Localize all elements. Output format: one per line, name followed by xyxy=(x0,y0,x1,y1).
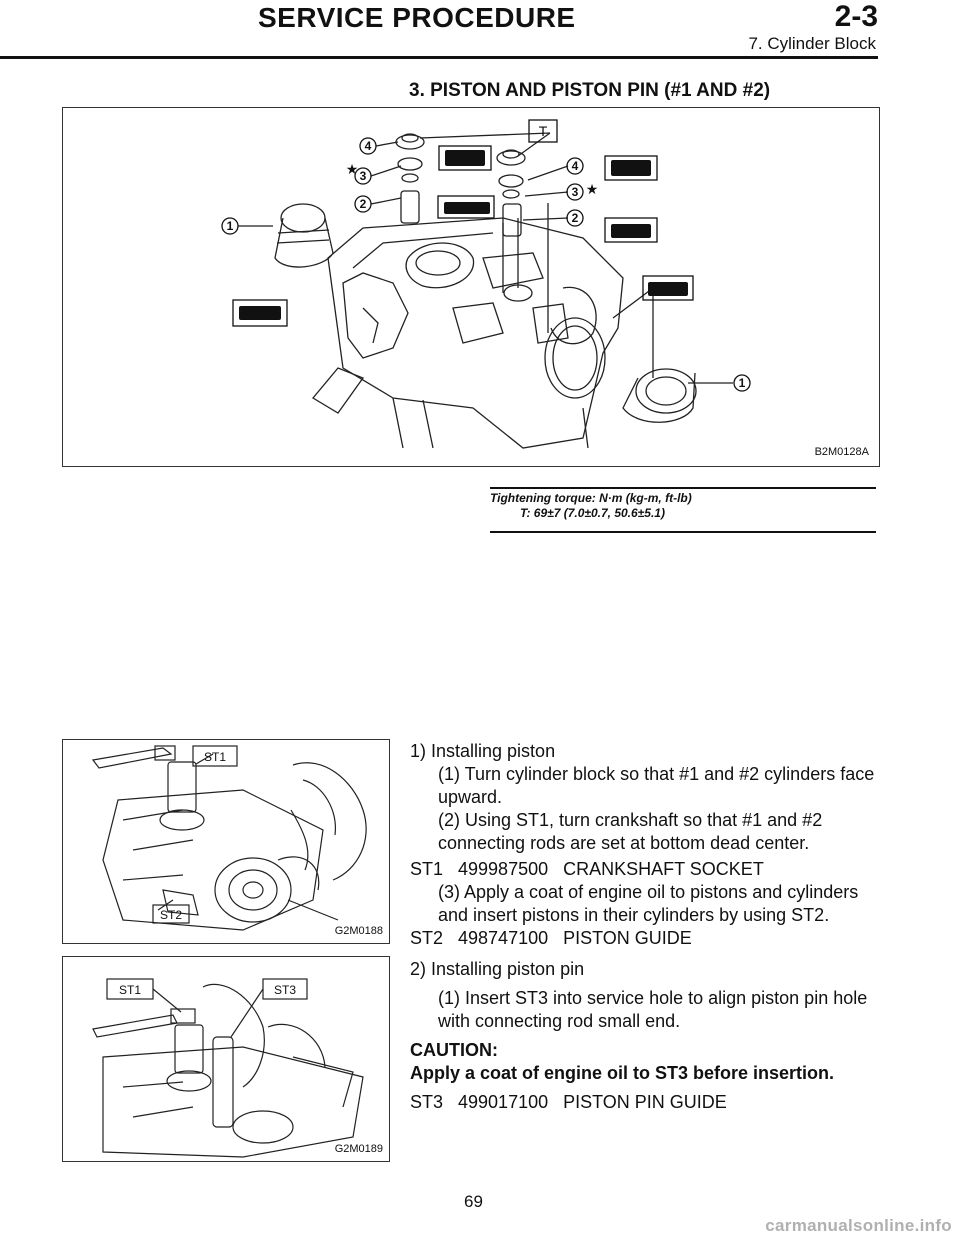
step1-heading: 1) Installing piston xyxy=(410,741,556,761)
step2-tool: ST3 499017100 PISTON PIN GUIDE xyxy=(410,1092,727,1112)
callout-t: T xyxy=(538,123,548,139)
step1-sub1: (1) Turn cylinder block so that #1 and #2 cylinders face upward. xyxy=(438,764,875,807)
callout-3-right: 3 xyxy=(571,185,579,199)
watermark: carmanualsonline.info xyxy=(765,1216,952,1235)
engine-exploded-illustration xyxy=(63,108,878,465)
step1-sub2: (2) Using ST1, turn crankshaft so that #1 and #2 connecting rods are set at bottom dead center. xyxy=(438,810,823,853)
crankshaft-socket-illustration xyxy=(63,740,388,942)
figure-crankshaft-socket xyxy=(62,739,390,944)
label-st2: ST2 xyxy=(159,908,183,922)
header-rule xyxy=(0,56,878,59)
torque-bottom-rule xyxy=(490,531,876,533)
caution-label: CAUTION: xyxy=(410,1040,498,1060)
label-st3: ST3 xyxy=(273,983,297,997)
callout-3-left: 3 xyxy=(359,169,367,183)
torque-top-rule xyxy=(490,487,876,489)
piston-pin-guide-illustration xyxy=(63,957,388,1160)
step1-sub3: (3) Apply a coat of engine oil to pistons and cylinders and insert pistons in their cylinders by using ST2. xyxy=(438,882,859,925)
header-subtitle: 7. Cylinder Block xyxy=(748,34,876,53)
section-number: 2-3 xyxy=(834,0,878,33)
star-icon: ★ xyxy=(585,181,599,197)
step1-block xyxy=(410,740,880,950)
step1-tool2: ST2 498747100 PISTON GUIDE xyxy=(410,928,692,948)
step2-block xyxy=(410,958,880,1114)
caution-text: Apply a coat of engine oil to ST3 before insertion. xyxy=(410,1063,835,1083)
callout-2-left: 2 xyxy=(359,197,367,211)
label-st1: ST1 xyxy=(203,750,227,764)
figure-main xyxy=(62,107,880,467)
step1-tool1: ST1 499987500 CRANKSHAFT SOCKET xyxy=(410,859,764,879)
label-st1: ST1 xyxy=(118,983,142,997)
callout-4-left: 4 xyxy=(364,139,372,153)
callout-1-left: 1 xyxy=(226,219,234,233)
torque-value: T: 69±7 (7.0±0.7, 50.6±5.1) xyxy=(520,506,665,520)
callout-2-right: 2 xyxy=(571,211,579,225)
torque-label: Tightening torque: N·m (kg-m, ft-lb) xyxy=(490,491,692,505)
figure-piston-pin-guide-code: G2M0189 xyxy=(334,1143,383,1155)
step2-sub1: (1) Insert ST3 into service hole to align piston pin hole with connecting rod small end. xyxy=(438,988,868,1031)
step2-heading: 2) Installing piston pin xyxy=(410,959,585,979)
figure-main-code: B2M0128A xyxy=(814,446,869,458)
callout-1-right: 1 xyxy=(738,376,746,390)
page-number: 69 xyxy=(464,1192,483,1211)
star-icon: ★ xyxy=(345,161,359,177)
callout-4-right: 4 xyxy=(571,159,579,173)
figure-piston-pin-guide xyxy=(62,956,390,1162)
figure-crankshaft-socket-code: G2M0188 xyxy=(334,925,383,937)
header-title: SERVICE PROCEDURE xyxy=(258,2,576,33)
section-title: 3. PISTON AND PISTON PIN (#1 AND #2) xyxy=(409,80,771,101)
